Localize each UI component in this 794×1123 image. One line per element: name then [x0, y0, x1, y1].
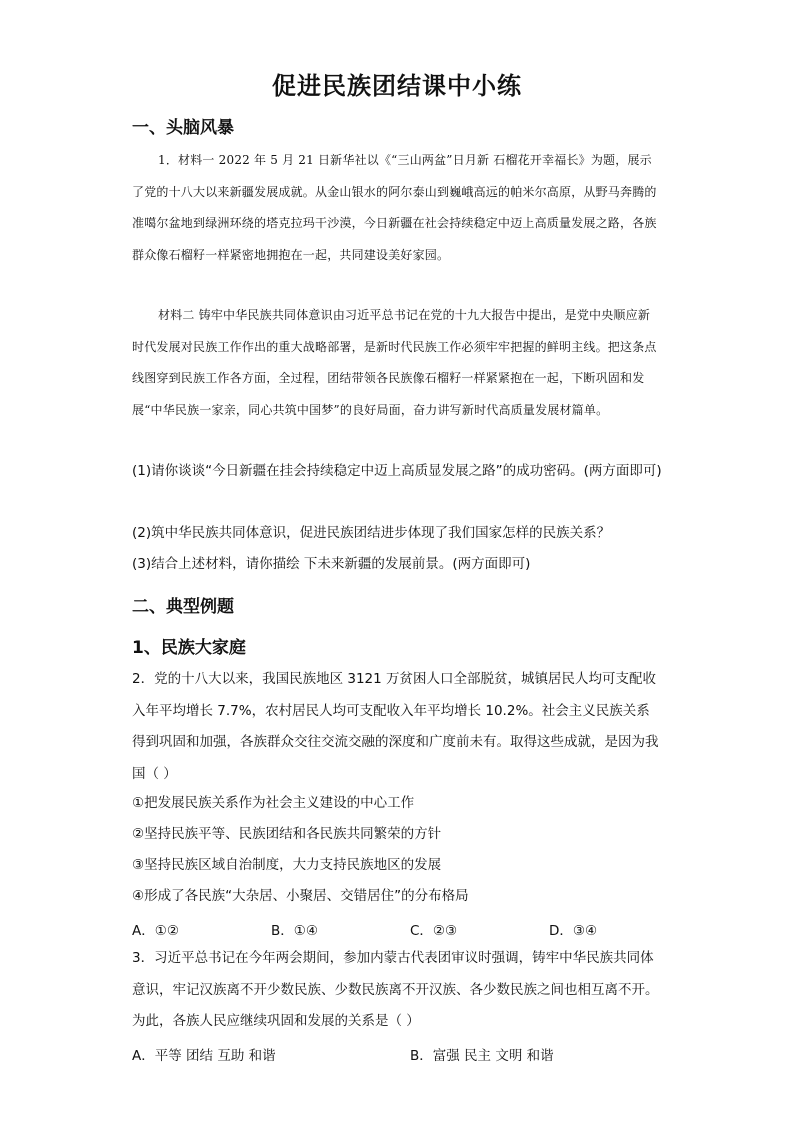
option-d[interactable]: D．③④: [549, 923, 598, 939]
question-3-stem: 3．习近平总书记在今年两会期间，参加内蒙古代表团审议时强调，铸牢中华民族共同体意识，牢记汉族离不开少数民族、少数民族离不开汉族、各少数民族之间也相互离不开。为此，各族人民应继续巩固和发展的关系是（ ）: [132, 950, 659, 1029]
question-1-2: (2)筑中华民族共同体意识，促进民族团结进步体现了我们国家怎样的民族关系？: [132, 525, 611, 541]
question-2-item-4: ④形成了各民族“大杂居、小聚居、交错居住”的分布格局: [132, 888, 469, 904]
material-one-text: 1．材料一 2022 年 5 月 21 日新华社以《“三山两盆”日月新 石榴花开幸福长》为题，展示了党的十八大以来新疆发展成就。从金山银水的阿尔泰山到巍峨高远的帕米尔高原，从野马奔腾的准噶尔盆地到绿洲环绕的塔克拉玛干沙漠，今日新疆在社会持续稳定中迈上高质量发展之路，各族群众像石榴籽一样紧密地拥抱在一起，共同建设美好家园。: [132, 153, 657, 262]
subheading-ethnic-family: 1、民族大家庭: [132, 638, 246, 658]
question-2-item-1: ①把发展民族关系作为社会主义建设的中心工作: [132, 795, 415, 811]
section-heading-examples: 二、典型例题: [132, 597, 234, 617]
option-a[interactable]: A．①②: [132, 923, 179, 939]
question-3-options: [132, 1044, 662, 1064]
material-one: [132, 145, 662, 271]
option-a[interactable]: A．平等 团结 互助 和谐: [132, 1048, 276, 1064]
section-heading-brainstorm: 一、头脑风暴: [132, 118, 234, 138]
question-1-1: (1)请你谈谈“今日新疆在挂会持续稳定中迈上高质显发展之路”的成功密码。(两方面即可): [132, 463, 662, 479]
question-1-3: (3)结合上述材料，请你描绘 下未来新疆的发展前景。(两方面即可): [132, 556, 531, 572]
page-title: 促进民族团结课中小练: [272, 72, 522, 100]
option-b[interactable]: B．①④: [271, 923, 318, 939]
question-2-options: [132, 919, 662, 939]
option-c[interactable]: C．②③: [410, 923, 458, 939]
question-2-item-3: ③坚持民族区域自治制度，大力支持民族地区的发展: [132, 857, 442, 873]
material-two-text: 材料二 铸牢中华民族共同体意识由习近平总书记在党的十九大报告中提出，是党中央顺应新时代发展对民族工作作出的重大战略部署，是新时代民族工作必须牢牢把握的鲜明主线。把这条点线图穿到民族工作各方面，全过程，团结带领各民族像石榴籽一样紧紧抱在一起，下断巩固和发展“中华民族一家亲，同心共筑中国梦”的良好局面，奋力讲写新时代高质量发展材篇单。: [132, 308, 657, 417]
material-two: [132, 300, 662, 426]
question-2-stem: 2．党的十八大以来，我国民族地区 3121 万贫困人口全部脱贫，城镇居民人均可支配收入年平均增长 7.7%，农村居民人均可支配收入年平均增长 10.2%。社会主义民族关系得到巩固和加强，各族群众交往交流交融的深度和广度前未有。取得这些成就，是因为我国（ ）: [132, 671, 659, 782]
question-2-item-2: ②坚持民族平等、民族团结和各民族共同繁荣的方针: [132, 826, 442, 842]
option-b[interactable]: B．富强 民主 文明 和谐: [410, 1048, 554, 1064]
